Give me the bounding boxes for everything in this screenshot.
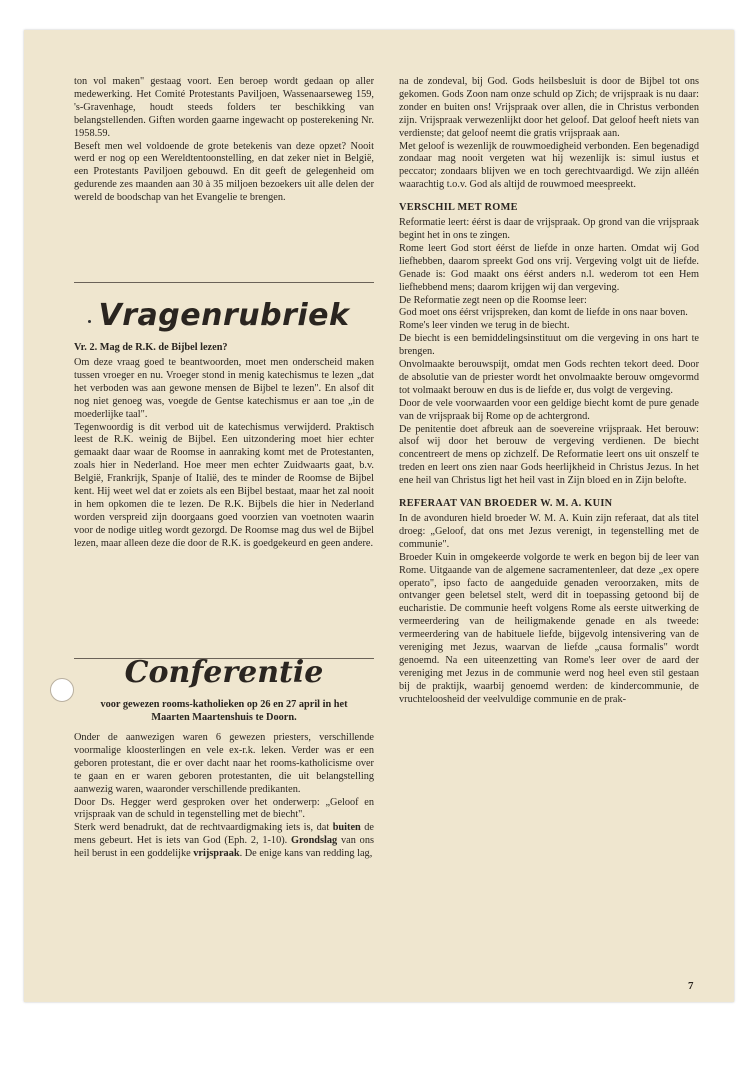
vragen-answer xyxy=(74,357,374,551)
left-intro-text xyxy=(74,76,374,205)
conferentie-subtitle: voor gewezen rooms-katholieken op 26 en 27 april in het Maarten Maartenshuis te Doorn. xyxy=(100,699,348,723)
berouwspijt: Onvolmaakte berouwspijt, omdat men Gods rechten tekort deed. Door de absolutie van de priester wordt het onvolmaakte berouw omgevormd tot volmaakt berouw en dus is de liefde er, dus volgt de vergeving. xyxy=(399,359,699,396)
answer-paragraph-2: Tegenwoordig is dit verbod uit de katechismus verwijderd. Praktisch leest de R.K. weinig de Bijbel. Een uitzondering moet hier echter gemaakt daar waar de Roomse in aanraking komt met de Protestanten, zoals hier in Nederland. Hoe meer men echter Zuidwaarts gaat, b.v. België, Frankrijk, Spanje of Italië, des te minder de Roomse de Bijbel kent. Hij weet wel dat er zoiets als een Bijbel bestaat, maar het zal nooit in hem opkomen die te lezen. De R.K. Bijbels die hier in Nederland worden verspreid zijn doorgaans goed voorzien van voetnoten waarin voor de nodige uitleg wordt gezorgd. De Roomse mag dus wel de Bijbel lezen, maar alleen deze die door de R.K. is goedgekeurd en geen andere. xyxy=(74,421,374,549)
kuin-paragraph-2: Broeder Kuin in omgekeerde volgorde te werk en begon bij de leer van Rome. Uitgaande van de algemene sacramentenleer, dat deze „ex opere operato", ipso facto de aangeduide genaden veroorzaken, mits de ontvanger geen beletsel stelt, werd dit in toepassing getoond bij de eucharistie. De communie heeft volgens Rome als eerste uitwerking de vermeerdering van de heiligmakende genade en als tweede: vermeerdering van de habituele liefde, bijgevolg intensivering van de vereniging met Jezus, waarvan de liefde „causa formalis" wordt genoemd. Na een uiteenzetting van Rome's leer over de aard der vereniging met Jezus in de communie werd nog heel even stil gestaan bij de praktijk, waarbij genoemd werden: de kindercommunie, de vruchteloosheid der veelvuldige communie en de prak- xyxy=(399,551,699,705)
question-heading: Vr. 2. Mag de R.K. de Bijbel lezen? xyxy=(74,342,228,353)
right-column xyxy=(399,76,699,707)
vragenrubriek-heading: Vragenrubriek xyxy=(98,298,350,333)
reformatie-neen: De Reformatie zegt neen op die Roomse leer: xyxy=(399,294,587,306)
biecht-instituut: De biecht is een bemiddelingsinstituut om die vergeving in ons hart te brengen. xyxy=(399,333,699,358)
conf-paragraph-1: Onder de aanwezigen waren 6 gewezen priesters, verschillende voormalige kloosterlingen en vele ex-r.k. leken. Verder was er een geboren protestant, die er over dacht naar het rooms-katholicisme over te gaan en er waren geboren protestanten, die uit belangstelling aanwezig waren, waaronder verschillende predikanten. xyxy=(74,732,374,795)
rome-leert: Rome leert God stort éérst de liefde in onze harten. Omdat wij God liefhebben, daarom spreekt God ons vrij. Vergeving volgt uit de liefde. Genade is: God maakt ons éérst anders n.l. wederom tot een Hem liefhebbend mens; daarom krijgen wij dan vergeving. xyxy=(399,242,699,293)
magazine-page xyxy=(24,30,734,1002)
referaat-heading: REFERAAT VAN BROEDER W. M. A. KUIN xyxy=(399,498,613,510)
verschil-heading: VERSCHIL MET ROME xyxy=(399,202,518,214)
conf-paragraph-2: Door Ds. Hegger werd gesproken over het onderwerp: „Geloof en vrijspraak van de schuld in tegenstelling met de biecht". xyxy=(74,796,374,821)
reformatie-leert: Reformatie leert: éérst is daar de vrijspraak. Op grond van die vrijspraak begint het in ons te zingen. xyxy=(399,217,699,241)
conferentie-heading: Conferentie xyxy=(124,655,324,690)
god-vrijspreken: God moet ons éérst vrijspreken, dan komt de liefde in ons naar boven. xyxy=(399,307,688,319)
right-paragraph-1: na de zondeval, bij God. Gods heilsbesluit is door de Bijbel tot ons gekomen. Gods Zoon nam onze schuld op Zich; de vrijspraak is nu daar: zonder en buiten ons! Vrijspraak over allen, die in Christus verbonden zijn. Vrijspraak verwezenlijkt door het geloof. Dat geloof heeft niets van verdienste; dat geloof neemt die gratis vrijspraak aan. xyxy=(399,76,699,139)
intro-paragraph-2: Beseft men wel voldoende de grote betekenis van deze opzet? Nooit werd er nog op een Wereldtentoonstelling, en dat zeker niet in België, een Protestants Paviljoen gebouwd. En dit geeft de gelegenheid om gedurende zes maanden aan 30 à 35 miljoen bezoekers uit alle delen der wereld de boodschap van het Evangelie te brengen. xyxy=(74,140,374,204)
punch-hole xyxy=(50,678,74,702)
penitentie: De penitentie doet afbreuk aan de soevereine vrijspraak. Het berouw: alsof wij door het berouw de vergeving verdienen. De biecht concentreert de mens op zichzelf. De Reformatie leert ons uit onszelf te treden en leert ons zien naar Gods heerlijkheid in Christus Jezus. In het ene heil van Christus ligt het heil vast in Zijn bloed en in Zijn belofte. xyxy=(399,423,699,487)
kuin-paragraph-1: In de avonduren hield broeder W. M. A. Kuin zijn referaat, dat als titel droeg: „Geloof, dat ons met Jezus verenigt, in tegenstelling met de communie". xyxy=(399,513,699,550)
conferentie-body xyxy=(74,732,374,861)
page-number: 7 xyxy=(688,980,694,992)
answer-paragraph-1: Om deze vraag goed te beantwoorden, moet men onderscheid maken tussen vroeger en nu. Vroeger stond in menig katechismus te lezen „dat het verboden was aan gewone mensen de Bijbel te lezen". En alsof dit nog niet genoeg was, voegde de Gentse katechismus er aan toe „in de moederlijke taal". xyxy=(74,357,374,420)
rome-biecht: Rome's leer vinden we terug in de biecht. xyxy=(399,320,570,332)
voorwaarden: Door de vele voorwaarden voor een geldige biecht komt de pure genade van de vrijspraak bij Rome op de achtergrond. xyxy=(399,397,699,422)
right-paragraph-2: Met geloof is wezenlijk de rouwmoedigheid verbonden. Een begenadigd zondaar mag nooit vergeten wat hij wezenlijk is: simul iustus et peccator; zondaars blijven we en toch gerechtvaardigd. We zijn alléén waarachtig t.o.v. God als altijd de rouwmoed meespreekt. xyxy=(399,140,699,191)
section-divider xyxy=(74,282,374,283)
intro-paragraph-1: ton vol maken" gestaag voort. Een beroep wordt gedaan op aller medewerking. Het Comité Protestants Paviljoen, Wassenaarseweg 159, 's-Gravenhage, houdt steeds folders ter beschikking van belangstellenden. Giften worden gaarne ingewacht op posterekening Nr. 1958.59. xyxy=(74,76,374,139)
conf-paragraph-3: Sterk werd benadrukt, dat de rechtvaardigmaking iets is, dat buiten de mens gebeurt. Het is iets van God (Eph. 2, 1-10). Grondslag van ons heil berust in een goddelijke vrijspraak. De enige kans van redding lag, xyxy=(74,822,374,860)
